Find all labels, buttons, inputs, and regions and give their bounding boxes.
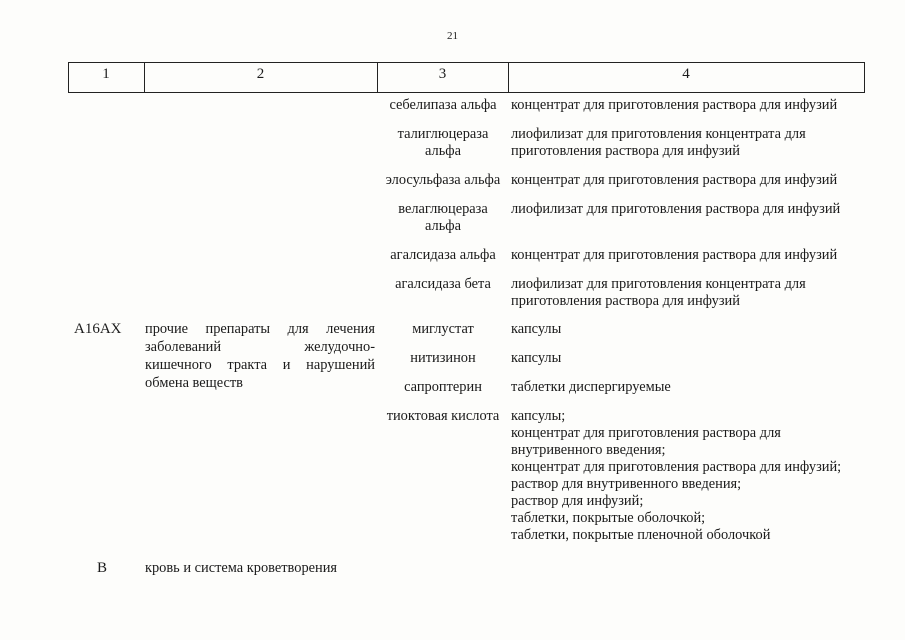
header-col-3: 3 (438, 66, 447, 82)
header-col-1: 1 (102, 66, 110, 82)
atc-group-name-line: кишечного тракта и нарушений (145, 357, 375, 373)
drug-name: тиоктовая кислота (386, 408, 500, 424)
drug-name: агалсидаза альфа (390, 247, 496, 263)
header-col-4: 4 (682, 66, 690, 82)
dosage-form: раствор для внутривенного введения; (511, 476, 742, 492)
dosage-form: капсулы (511, 321, 562, 337)
dosage-form: раствор для инфузий; (511, 493, 644, 509)
drug-name: нитизинон (410, 350, 476, 366)
dosage-form: концентрат для приготовления раствора для инфузий (511, 172, 838, 188)
dosage-form: лиофилизат для приготовления раствора для инфузий (511, 201, 841, 217)
dosage-form: капсулы; (511, 408, 566, 424)
atc-group-name-line: заболеваний желудочно- (145, 339, 375, 355)
dosage-form: таблетки, покрытые пленочной оболочкой (511, 527, 771, 543)
dosage-form: приготовления раствора для инфузий (511, 293, 740, 309)
header-top-border (68, 62, 865, 63)
dosage-form: таблетки диспергируемые (511, 379, 671, 395)
atc-group-name-line: прочие препараты для лечения (145, 321, 375, 337)
dosage-form: концентрат для приготовления раствора для (511, 425, 781, 441)
dosage-form: концентрат для приготовления раствора для инфузий (511, 97, 838, 113)
dosage-form: таблетки, покрытые оболочкой; (511, 510, 706, 526)
atc-code: A16AX (74, 321, 122, 337)
drug-name: сапроптерин (404, 379, 482, 395)
drug-name: альфа (425, 218, 461, 234)
dosage-form: внутривенного введения; (511, 442, 666, 458)
dosage-form: капсулы (511, 350, 562, 366)
header-divider (864, 62, 865, 93)
drug-name: альфа (425, 143, 461, 159)
drug-name: миглустат (412, 321, 474, 337)
drug-name: элосульфаза альфа (385, 172, 501, 188)
page-number: 21 (447, 30, 458, 42)
drug-name: велаглюцераза (398, 201, 488, 217)
dosage-form: концентрат для приготовления раствора для инфузий (511, 247, 838, 263)
drug-name: талиглюцераза (397, 126, 489, 142)
atc-group-name: кровь и система кроветворения (145, 560, 338, 576)
drug-name: себелипаза альфа (389, 97, 497, 113)
drug-name: агалсидаза бета (395, 276, 491, 292)
dosage-form: лиофилизат для приготовления концентрата для (511, 276, 806, 292)
header-bottom-border (68, 92, 865, 93)
atc-group-name (145, 320, 375, 392)
dosage-form: лиофилизат для приготовления концентрата для (511, 126, 806, 142)
atc-group-name-line: обмена веществ (145, 375, 243, 391)
header-col-2: 2 (256, 66, 265, 82)
dosage-form: концентрат для приготовления раствора для инфузий; (511, 459, 842, 475)
atc-code: B (97, 560, 108, 576)
dosage-form: приготовления раствора для инфузий (511, 143, 740, 159)
